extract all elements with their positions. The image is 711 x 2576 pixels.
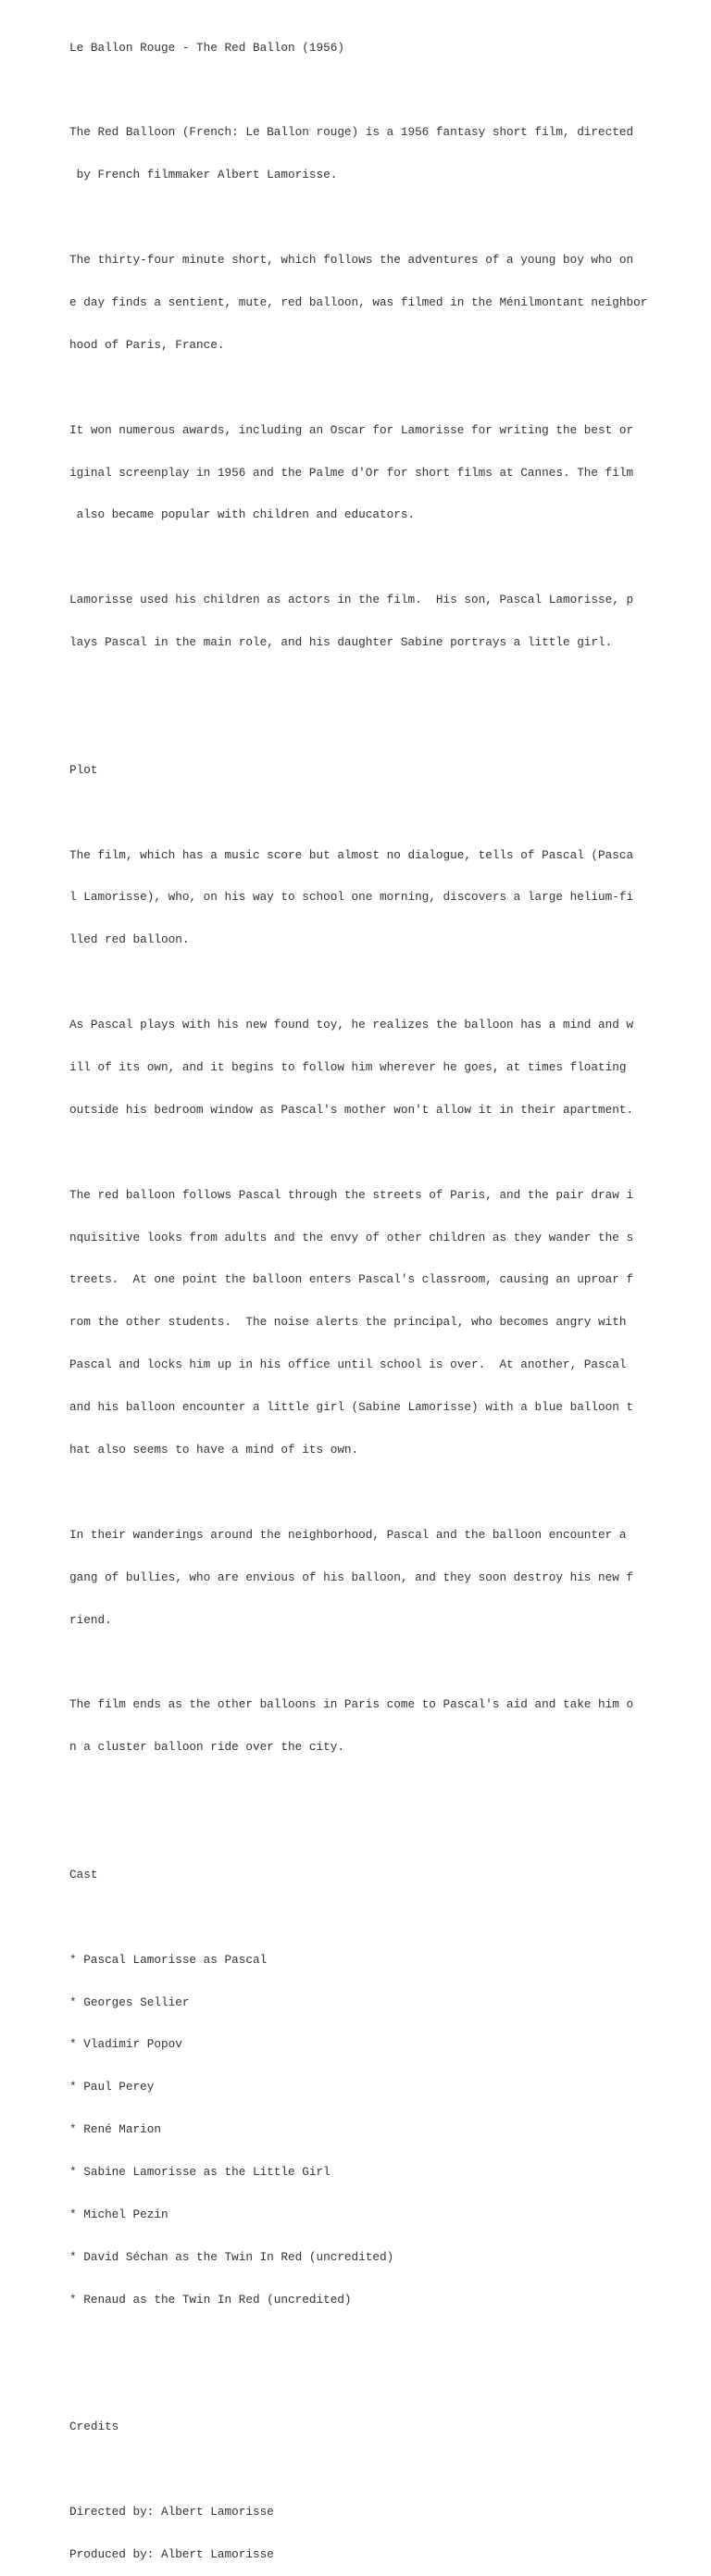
text-line: The red balloon follows Pascal through the streets of Paris, and the pair draw i bbox=[69, 1187, 634, 1202]
text-line: hat also seems to have a mind of its own. bbox=[69, 1442, 359, 1457]
text-line: rom the other students. The noise alerts the principal, who becomes angry with bbox=[69, 1315, 627, 1330]
text-line: The film ends as the other balloons in Paris come to Pascal's aid and take him o bbox=[69, 1697, 634, 1712]
blank-line bbox=[69, 1782, 699, 1796]
text-line: In their wanderings around the neighborhood, Pascal and the balloon encounter a bbox=[69, 1527, 627, 1542]
cast-list-item: * Michel Pezin bbox=[69, 2207, 168, 2222]
text-line: riend. bbox=[69, 1612, 112, 1627]
blank-line bbox=[69, 1145, 699, 1159]
cast-list-item: * Pascal Lamorisse as Pascal bbox=[69, 1952, 268, 1967]
text-line: gang of bullies, who are envious of his balloon, and they soon destroy his new f bbox=[69, 1569, 634, 1584]
text-line: e day finds a sentient, mute, red balloon, was filmed in the Ménilmontant neighbor bbox=[69, 294, 648, 309]
text-line: iginal screenplay in 1956 and the Palme d'Or for short films at Cannes. The film bbox=[69, 465, 634, 480]
document-body bbox=[69, 12, 699, 2576]
blank-line bbox=[69, 1910, 699, 1924]
cast-list-item: * David Séchan as the Twin In Red (uncredited) bbox=[69, 2249, 394, 2264]
blank-line bbox=[69, 381, 699, 394]
blank-line bbox=[69, 82, 699, 96]
text-line: treets. At one point the balloon enters Pascal's classroom, causing an uproar f bbox=[69, 1272, 634, 1287]
text-line: The thirty-four minute short, which follows the adventures of a young boy who on bbox=[69, 253, 634, 268]
text-line: It won numerous awards, including an Oscar for Lamorisse for writing the best or bbox=[69, 422, 634, 437]
text-line: The film, which has a music score but almost no dialogue, tells of Pascal (Pasca bbox=[69, 847, 634, 862]
text-line: and his balloon encounter a little girl (Sabine Lamorisse) with a blue balloon t bbox=[69, 1400, 634, 1415]
section-heading-plot: Plot bbox=[69, 762, 98, 777]
cast-list-item: * René Marion bbox=[69, 2122, 161, 2137]
cast-list-item: * Sabine Lamorisse as the Little Girl bbox=[69, 2165, 331, 2180]
credit-line: Directed by: Albert Lamorisse bbox=[69, 2505, 274, 2520]
text-line: hood of Paris, France. bbox=[69, 337, 225, 352]
blank-line bbox=[69, 1655, 699, 1669]
text-line: l Lamorisse), who, on his way to school one morning, discovers a large helium-fi bbox=[69, 890, 634, 905]
cast-list-item: * Renaud as the Twin In Red (uncredited) bbox=[69, 2292, 352, 2307]
blank-line bbox=[69, 975, 699, 989]
cast-list-item: * Georges Sellier bbox=[69, 1995, 190, 2009]
text-line: also became popular with children and educators. bbox=[69, 507, 416, 522]
text-line: n a cluster balloon ride over the city. bbox=[69, 1740, 344, 1755]
blank-line bbox=[69, 806, 699, 819]
title-line: Le Ballon Rouge - The Red Ballon (1956) bbox=[69, 40, 344, 55]
credit-line: Produced by: Albert Lamorisse bbox=[69, 2547, 274, 2562]
section-heading-cast: Cast bbox=[69, 1867, 98, 1882]
text-line: by French filmmaker Albert Lamorisse. bbox=[69, 168, 338, 182]
text-line: ill of its own, and it begins to follow him wherever he goes, at times floating bbox=[69, 1059, 627, 1074]
blank-line bbox=[69, 2335, 699, 2349]
cast-list-item: * Paul Perey bbox=[69, 2080, 155, 2095]
text-line: nquisitive looks from adults and the envy of other children as they wander the s bbox=[69, 1230, 634, 1244]
blank-line bbox=[69, 1485, 699, 1499]
text-line: lled red balloon. bbox=[69, 932, 190, 947]
text-line: outside his bedroom window as Pascal's mother won't allow it in their apartment. bbox=[69, 1102, 634, 1117]
cast-list-item: * Vladimir Popov bbox=[69, 2037, 182, 2052]
blank-line bbox=[69, 2462, 699, 2476]
blank-line bbox=[69, 210, 699, 224]
text-line: lays Pascal in the main role, and his daughter Sabine portrays a little girl. bbox=[69, 635, 613, 650]
blank-line bbox=[69, 2378, 699, 2392]
text-line: The Red Balloon (French: Le Ballon rouge) is a 1956 fantasy short film, directed bbox=[69, 125, 634, 140]
text-line: Lamorisse used his children as actors in the film. His son, Pascal Lamorisse, p bbox=[69, 593, 634, 607]
text-line: Pascal and locks him up in his office until school is over. At another, Pascal bbox=[69, 1357, 627, 1372]
section-heading-credits: Credits bbox=[69, 2420, 119, 2434]
text-line: As Pascal plays with his new found toy, he realizes the balloon has a mind and w bbox=[69, 1018, 634, 1032]
blank-line bbox=[69, 678, 699, 692]
blank-line bbox=[69, 1825, 699, 1839]
blank-line bbox=[69, 720, 699, 734]
blank-line bbox=[69, 550, 699, 564]
